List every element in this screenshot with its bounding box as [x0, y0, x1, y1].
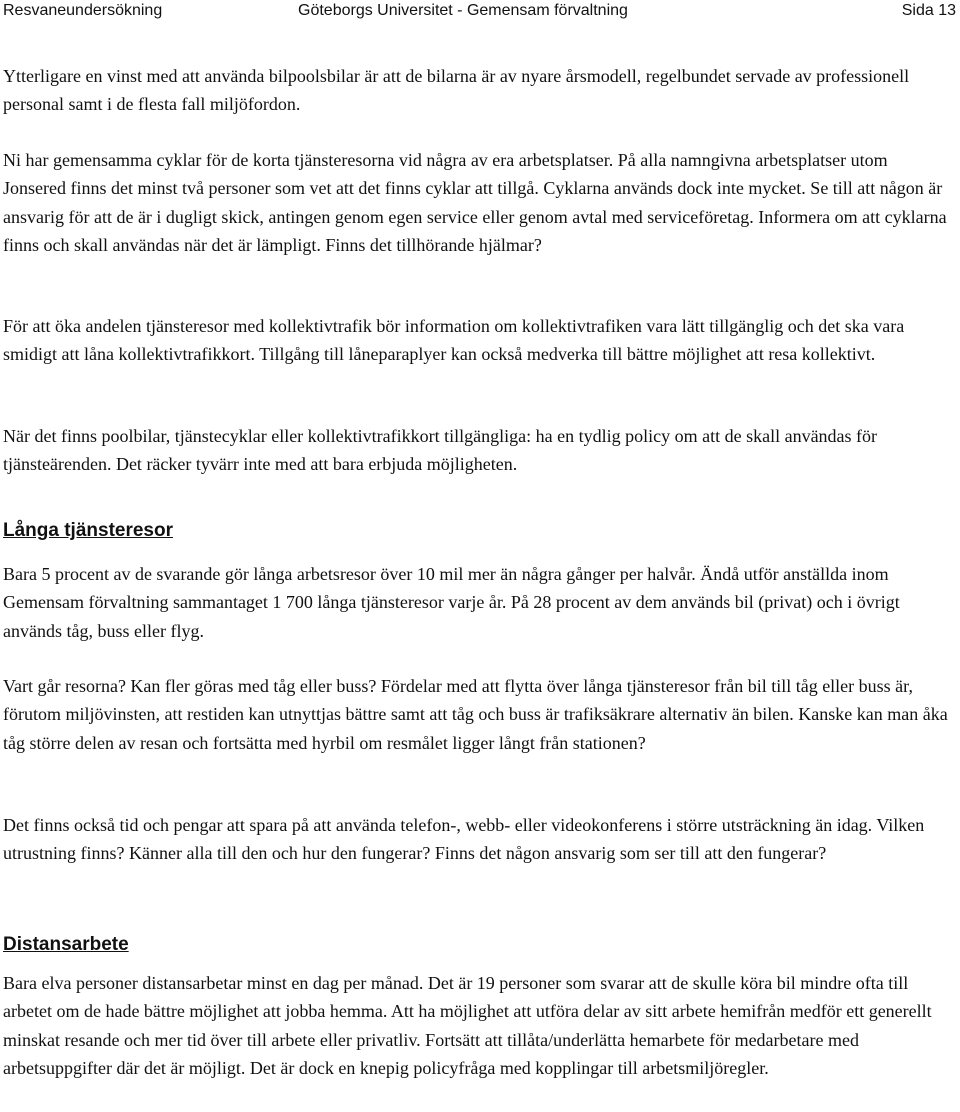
header-page-number: Sida 13: [901, 2, 956, 19]
header-document-title: Resvaneundersökning: [3, 2, 163, 19]
paragraph-remote-work: Bara elva personer distansarbetar minst en dag per månad. Det är 19 personer som svarar att de skulle köra bil mindre ofta till arbetet om de hade bättre möjlighet att jobba hemma. Att ha möjlighet att utföra delar av sitt arbete hemifrån medför ett generellt minskat resande och mer tid över till arbete eller privatliv. Fortsätt att tillåta/underlätta hemarbete för medarbetare med arbetsuppgifter där det är möjligt. Det är dock en knepig policyfråga med kopplingar till arbetsmiljöregler.: [3, 973, 932, 1078]
heading-long-trips: Långa tjänsteresor: [3, 520, 173, 541]
heading-remote-work: Distansarbete: [3, 934, 129, 955]
header-organization: Göteborgs Universitet - Gemensam förvaltning: [298, 2, 628, 19]
paragraph-kollektivtrafik: För att öka andelen tjänsteresor med kollektivtrafik bör information om kollektivtrafiken vara lätt tillgänglig och det ska vara smidigt att låna kollektivtrafikkort. Tillgång till låneparaplyer kan också medverka till bättre möjlighet att resa kollektivt.: [3, 316, 905, 365]
paragraph-conference: Det finns också tid och pengar att spara på att använda telefon-, webb- eller videokonferens i större utsträckning än idag. Vilken utrustning finns? Känner alla till den och hur den fungerar? Finns det någon ansvarig som ser till att den fungerar?: [3, 815, 925, 864]
paragraph-train-bus: Vart går resorna? Kan fler göras med tåg eller buss? Fördelar med att flytta över långa tjänsteresor från bil till tåg eller buss är, förutom miljövinsten, att restiden kan utnyttjas bättre samt att tåg och buss är trafiksäkrare alternativ än bilen. Kanske kan man åka tåg större delen av resan och fortsätta med hyrbil om resmålet ligger långt från stationen?: [3, 676, 948, 753]
paragraph-cyklar: Ni har gemensamma cyklar för de korta tjänsteresorna vid några av era arbetsplatser. På alla namngivna arbetsplatser utom Jonsered finns det minst två personer som vet att det finns cyklar att tillgå. Cyklarna används dock inte mycket. Se till att någon är ansvarig för att de är i dugligt skick, antingen genom egen service eller genom avtal med serviceföretag. Informera om att cyklarna finns och skall användas när det är lämpligt. Finns det tillhörande hjälmar?: [3, 150, 947, 255]
paragraph-bilpool: Ytterligare en vinst med att använda bilpoolsbilar är att de bilarna är av nyare årsmodell, regelbundet servade av professionell personal samt i de flesta fall miljöfordon.: [3, 66, 910, 114]
page-header: [0, 0, 960, 24]
paragraph-policy: När det finns poolbilar, tjänstecyklar eller kollektivtrafikkort tillgängliga: ha en tydlig policy om att de skall användas för tjänsteärenden. Det räcker tyvärr inte med att bara erbjuda möjligheten.: [3, 426, 878, 475]
paragraph-long-trips-stats: Bara 5 procent av de svarande gör långa arbetsresor över 10 mil mer än några gånger per halvår. Ändå utför anställda inom Gemensam förvaltning sammantaget 1 700 långa tjänsteresor varje år. På 28 procent av dem används bil (privat) och i övrigt används tåg, buss eller flyg.: [3, 564, 900, 641]
